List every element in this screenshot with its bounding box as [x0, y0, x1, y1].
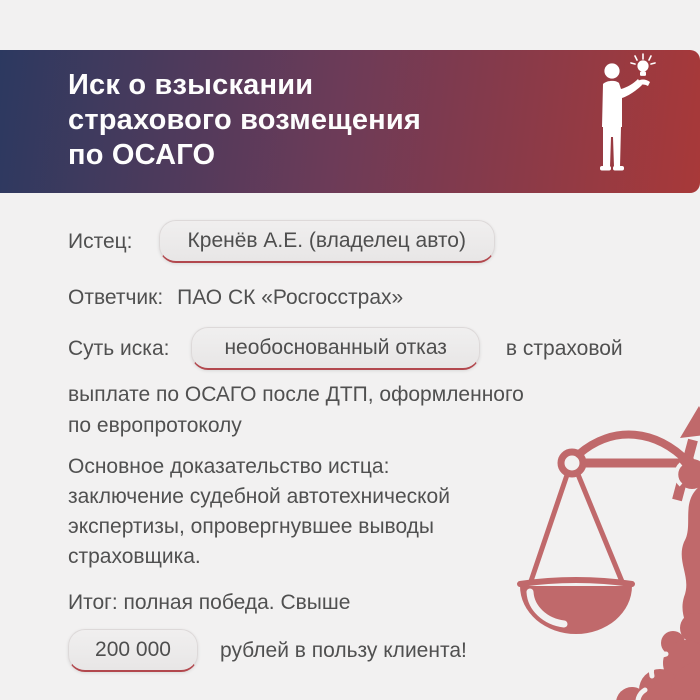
- page-title: [68, 68, 421, 173]
- title-line: страхового возмещения: [68, 104, 422, 136]
- result-amount-pill: 200 000: [68, 629, 198, 672]
- title-line: Иск о взыскании: [68, 69, 314, 101]
- evidence-line: страховщика.: [68, 545, 201, 568]
- claim-continuation: [68, 379, 524, 441]
- evidence-line: Основное доказательство истца:: [68, 455, 390, 478]
- claim-continuation-line: по европротоколу: [68, 414, 242, 437]
- claim-highlight-pill: необоснованный отказ: [191, 327, 479, 370]
- evidence-line: экспертизы, опровергнувшее выводы: [68, 515, 435, 538]
- header-banner: [0, 50, 700, 193]
- businessman-icon: [600, 63, 650, 170]
- title-line: по ОСАГО: [68, 139, 216, 171]
- plaintiff-value-pill: Кренёв А.Е. (владелец авто): [159, 220, 495, 263]
- lightbulb-icon: [631, 54, 655, 76]
- evidence-line: заключение судебной автотехнической: [68, 485, 450, 508]
- result-intro: Итог: полная победа. Свыше: [68, 591, 351, 614]
- businessman-lightbulb-icon: [590, 53, 664, 179]
- plaintiff-label: Истец:: [68, 229, 133, 253]
- plaintiff-row: [68, 220, 495, 263]
- defendant-value: ПАО СК «Росгосстрах»: [177, 286, 404, 309]
- result-tail-text: рублей в пользу клиента!: [220, 638, 467, 662]
- claim-row: [68, 327, 623, 370]
- scales-icon: [480, 400, 700, 700]
- defendant-row: [68, 286, 403, 310]
- claim-tail-text: в страховой: [505, 336, 623, 360]
- result-row: [68, 629, 467, 672]
- claim-label: Суть иска:: [68, 336, 170, 360]
- defendant-label: Ответчик:: [68, 286, 164, 309]
- claim-continuation-line: выплате по ОСАГО после ДТП, оформленного: [68, 383, 524, 406]
- evidence-paragraph: [68, 452, 450, 572]
